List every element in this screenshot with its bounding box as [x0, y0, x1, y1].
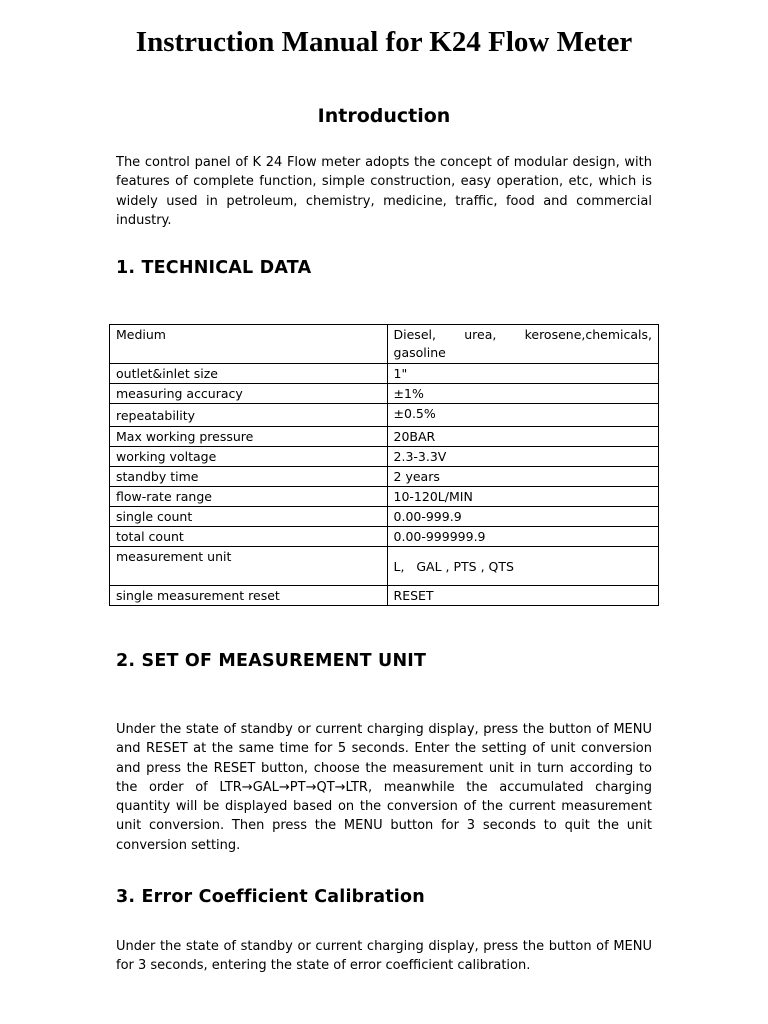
table-row — [110, 364, 659, 384]
table-row — [110, 467, 659, 487]
table-row — [110, 487, 659, 507]
measurement-unit-heading: 2. SET OF MEASUREMENT UNIT — [116, 651, 427, 671]
table-cell-value: 0.00-999.9 — [387, 507, 658, 527]
table-cell-label: single measurement reset — [110, 586, 388, 606]
table-cell-label: measurement unit — [110, 547, 388, 586]
table-row — [110, 547, 659, 586]
table-row — [110, 404, 659, 427]
table-cell-value: RESET — [387, 586, 658, 606]
table-cell-value: ±0.5% — [387, 404, 658, 427]
table-cell-label: working voltage — [110, 447, 388, 467]
table-cell-value: ±1% — [387, 384, 658, 404]
technical-data-table — [109, 324, 659, 606]
document-title: Instruction Manual for K24 Flow Meter — [135, 26, 633, 58]
table-cell-label: flow-rate range — [110, 487, 388, 507]
table-row — [110, 447, 659, 467]
table-cell-value: 1" — [387, 364, 658, 384]
introduction-heading: Introduction — [317, 105, 451, 127]
table-cell-value: Diesel, urea, kerosene,chemicals, gasoline — [387, 325, 658, 364]
technical-data-heading: 1. TECHNICAL DATA — [116, 258, 312, 278]
table-row — [110, 507, 659, 527]
table-cell-label: Medium — [110, 325, 388, 364]
table-row — [110, 384, 659, 404]
table-cell-value: 2 years — [387, 467, 658, 487]
table-row — [110, 427, 659, 447]
measurement-unit-paragraph: Under the state of standby or current charging display, press the button of MENU and RESET at the same time for 5 seconds. Enter the setting of unit conversion and press the RESET button, choose the measurement unit in turn according to the order of LTR→GAL→PT→QT→LTR, meanwhile the accumulated charging quantity will be displayed based on the conversion of the current measurement unit conversion. Then press the MENU button for 3 seconds to quit the unit conversion setting. — [116, 722, 652, 853]
table-cell-label: total count — [110, 527, 388, 547]
table-cell-label: repeatability — [110, 404, 388, 427]
table-cell-label: single count — [110, 507, 388, 527]
table-row — [110, 325, 659, 364]
table-row — [110, 586, 659, 606]
table-cell-value: L, GAL , PTS , QTS — [387, 547, 658, 586]
table-cell-value: 0.00-999999.9 — [387, 527, 658, 547]
table-cell-label: Max working pressure — [110, 427, 388, 447]
table-row — [110, 527, 659, 547]
error-calibration-paragraph: Under the state of standby or current charging display, press the button of MENU for 3 seconds, entering the state of error coefficient calibration. — [116, 939, 652, 974]
table-cell-label: outlet&inlet size — [110, 364, 388, 384]
introduction-paragraph: The control panel of K 24 Flow meter adopts the concept of modular design, with features of complete function, simple construction, easy operation, etc, which is widely used in petroleum, chemistry, medicine, traffic, food and commercial industry. — [116, 155, 652, 228]
table-cell-value: 10-120L/MIN — [387, 487, 658, 507]
error-calibration-heading: 3. Error Coefficient Calibration — [116, 887, 425, 907]
table-cell-value: 20BAR — [387, 427, 658, 447]
table-cell-value: 2.3-3.3V — [387, 447, 658, 467]
table-cell-label: standby time — [110, 467, 388, 487]
table-cell-label: measuring accuracy — [110, 384, 388, 404]
